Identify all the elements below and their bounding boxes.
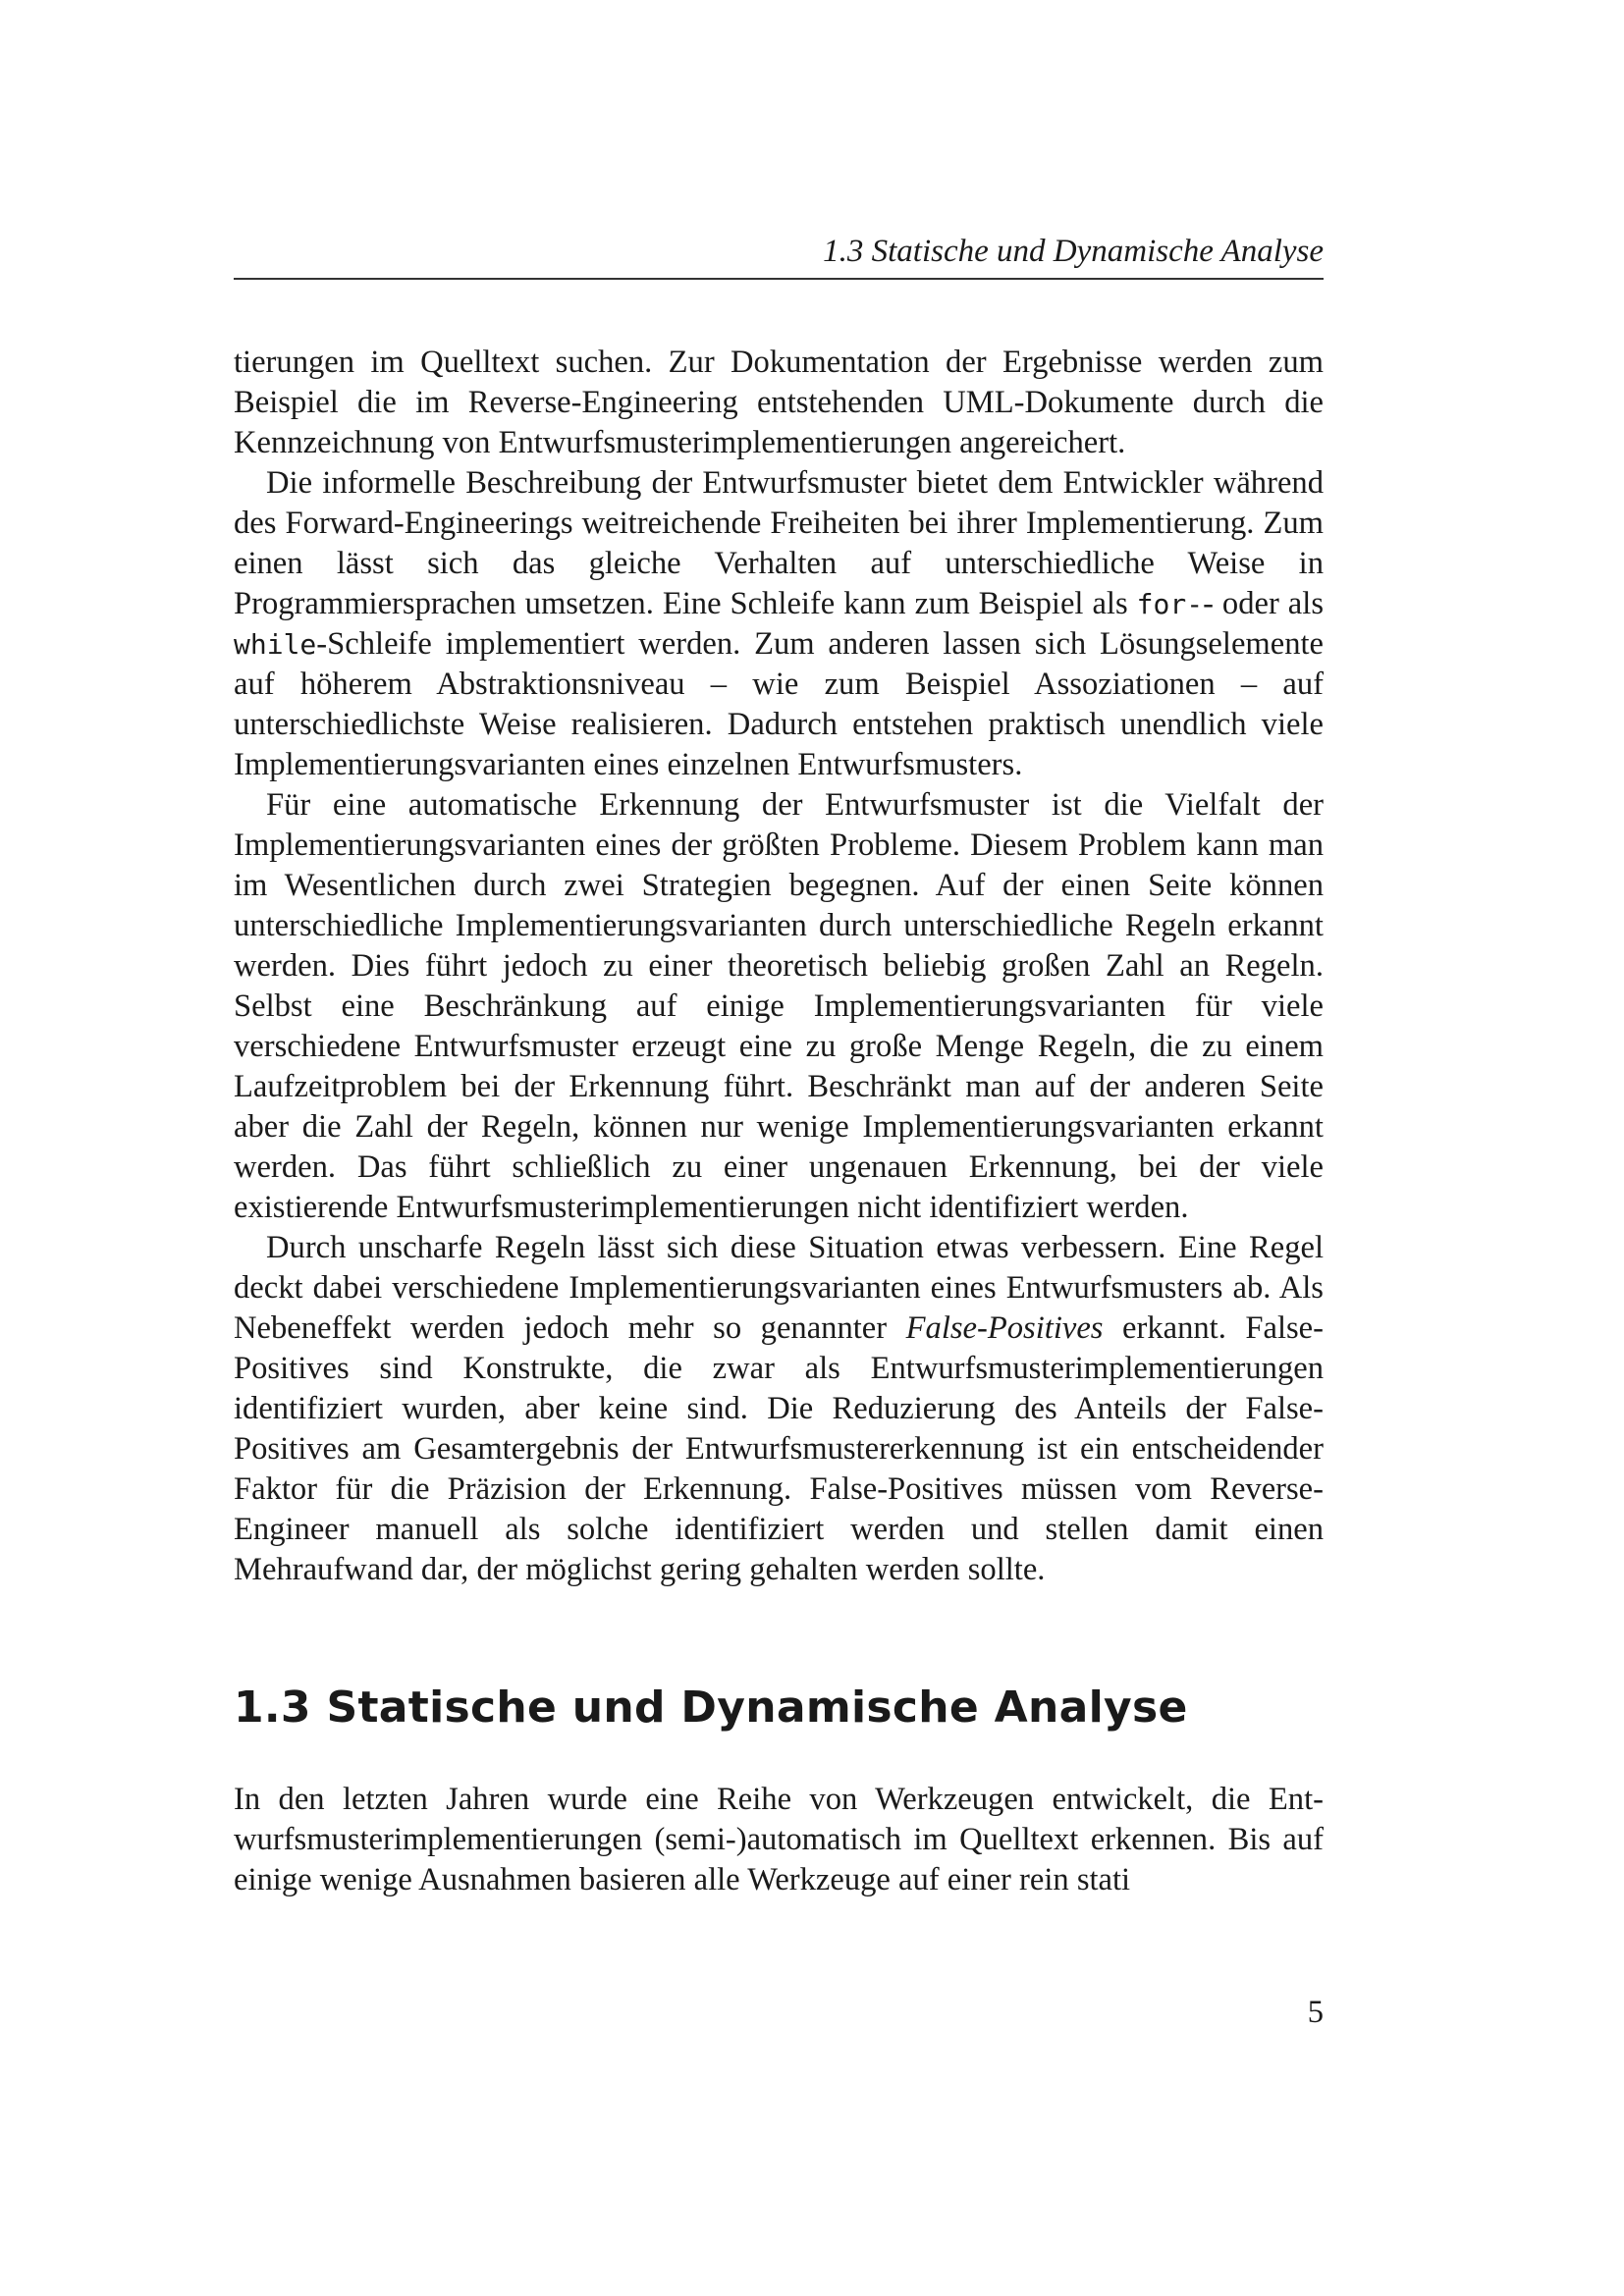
code-for-keyword: for xyxy=(1136,588,1187,620)
paragraph-1: tierungen im Quelltext suchen. Zur Dokumentation der Ergebnisse werden zum Beispiel die im Reverse-Engineering entstehenden UML-Dokumente durch die Kennzeichnung von Entwurfsmusterimplementierungen angereichert. xyxy=(234,345,1324,460)
body-text-main xyxy=(234,343,1324,1590)
paragraph-4 xyxy=(234,1228,1324,1590)
paragraph-4-text-a: Durch unscharfe Regeln lässt sich diese Situation etwas verbessern. Eine Regel deckt dabei verschiedene Implementierungsvarianten eines Entwurfsmusters ab. Als Nebeneffekt werden jedoch mehr so genannter xyxy=(234,1230,1324,1346)
term-false-positives: False-Positives xyxy=(905,1310,1104,1346)
page-number: 5 xyxy=(1307,1995,1324,2030)
paragraph-3: Für eine automatische Erkennung der Entwurfsmuster ist die Vielfalt der Implementierungsvarianten eines der größten Probleme. Diesem Problem kann man im Wesentlichen durch zwei Strategien begegnen. Auf der einen Seite können unterschiedliche Implementierungsvarianten durch unterschiedliche Regeln erkannt werden. Dies führt jedoch zu einer theoretisch beliebig großen Zahl an Regeln. Selbst eine Beschränkung auf einige Implementierungsvarianten für viele verschiedene Entwurfsmuster erzeugt eine zu große Menge Regeln, die zu einem Laufzeitproblem bei der Erkennung führt. Beschränkt man auf der anderen Seite aber die Zahl der Regeln, können nur wenige Implementierungsvarianten erkannt werden. Das führt schließlich zu einer ungenauen Erkennung, bei der viele existierende Entwurfsmusterimplementierungen nicht identifiziert werden. xyxy=(234,787,1324,1225)
code-for-hyphen: - xyxy=(1186,588,1204,620)
section-paragraph-1: In den letzten Jahren wurde eine Reihe von Werkzeugen entwickelt, die Entwurfsmusterimplementierungen (semi-)automatisch im Quelltext erkennen. Bis auf einige wenige Ausnahmen basieren alle Werkzeuge auf einer rein stati xyxy=(234,1782,1324,1897)
header-rule xyxy=(234,278,1324,280)
section-heading: 1.3 Statische und Dynamische Analyse xyxy=(234,1682,1188,1733)
body-text-section xyxy=(234,1780,1324,1900)
paragraph-2-text-c: -Schleife implementiert werden. Zum anderen lassen sich Lösungselemente auf höherem Abstraktionsniveau – wie zum Beispiel Assoziationen – auf unterschiedlichste Weise realisieren. Dadurch entstehen praktisch unendlich viele Implementierungsvarianten eines einzelnen Entwurfsmusters. xyxy=(234,626,1324,782)
paragraph-4-text-b: erkannt. False-Positives sind Konstrukte, die zwar als Entwurfsmusterimplementierungen identifiziert wurden, aber keine sind. Die Reduzierung des Anteils der False-Positives am Gesamtergebnis der Entwurfsmustererkennung ist ein entscheidender Faktor für die Präzision der Erkennung. False-Positives müssen vom Reverse-Engineer manuell als solche identifiziert werden und stellen damit einen Mehraufwand dar, der möglichst gering gehalten werden sollte. xyxy=(234,1310,1324,1587)
paragraph-2-text-b: - oder als xyxy=(1203,586,1324,621)
paragraph-2 xyxy=(234,463,1324,785)
running-header-title: 1.3 Statische und Dynamische Analyse xyxy=(823,234,1324,269)
code-while-keyword: while xyxy=(234,628,317,661)
paragraph-2-text-a: Die informelle Beschreibung der Entwurfsmuster bietet dem Entwickler während des Forward-Engineerings weitreichende Freiheiten bei ihrer Implementierung. Zum einen lässt sich das gleiche Verhalten auf unterschiedliche Weise in Programmiersprachen umsetzen. Eine Schleife kann zum Beispiel als xyxy=(234,465,1324,621)
